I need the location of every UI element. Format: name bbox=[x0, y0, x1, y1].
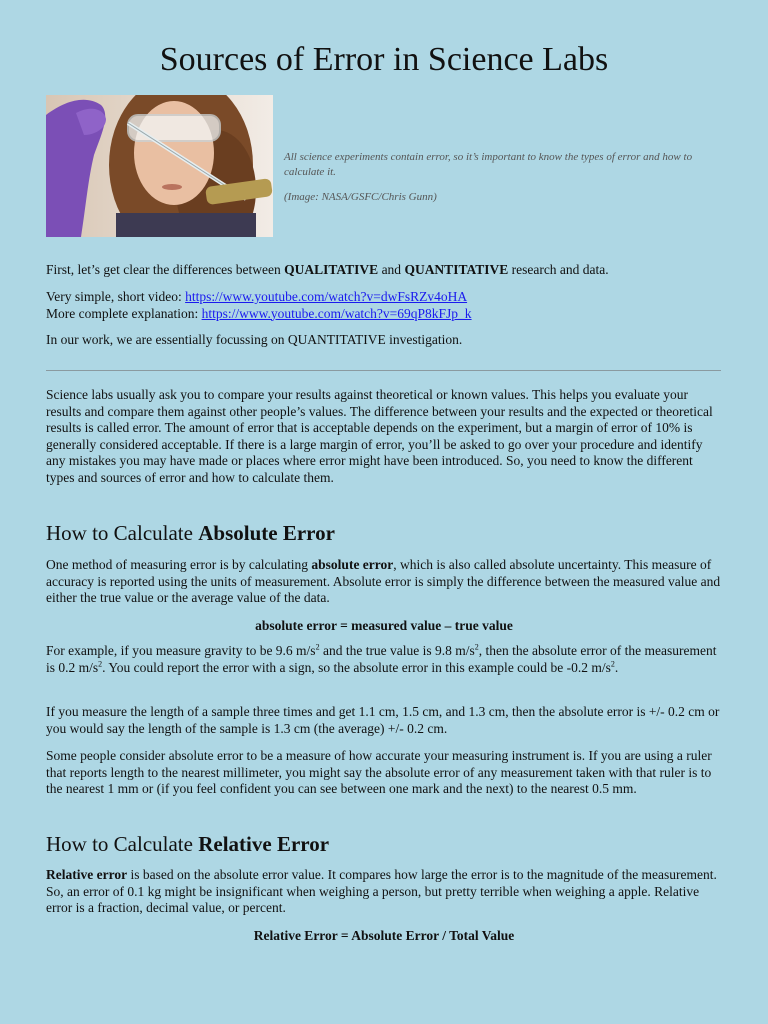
video-simple-line: Very simple, short video: https://www.youtube.com/watch?v=dwFsRZv4oHA bbox=[46, 289, 468, 304]
absolute-error-definition: One method of measuring error is by calculating absolute error, which is also called absolute uncertainty. This measure of accuracy is reported using the units of measurement. Absolute error is simply the difference between the measured value and either the true value or the average value of the data. bbox=[46, 557, 721, 605]
scientist-photo bbox=[46, 95, 273, 237]
video-simple-link[interactable]: https://www.youtube.com/watch?v=dwFsRZv4oHA bbox=[185, 289, 468, 304]
scientist-photo-image bbox=[46, 95, 273, 237]
focus-statement: In our work, we are essentially focussing on QUANTITATIVE investigation. bbox=[46, 332, 463, 347]
video-complete-link[interactable]: https://www.youtube.com/watch?v=69qP8kFJp_k bbox=[201, 305, 472, 321]
relative-error-definition: Relative error is based on the absolute error value. It compares how large the error is to the magnitude of the measurement. So, an error of 0.1 kg might be insignificant when weighing a person, but pretty terrible when weighing a apple. Relative error is a fraction, decimal value, or percent. bbox=[46, 867, 717, 915]
absolute-error-heading: How to Calculate Absolute Error bbox=[46, 521, 335, 545]
intro-section bbox=[46, 262, 722, 279]
science-labs-paragraph: Science labs usually ask you to compare your results against theoretical or known values. This helps you evaluate your results and compare them against other people’s values. The difference between your results and the expected or theoretical results is called error. The amount of error that is acceptable depends on the experiment, but a margin of error of 10% is generally considered acceptable. If there is a large margin of error, you’ll be asked to go over your procedure and identify any mistakes you may have made or places where error might have been introduced. So, you need to know the different types and sources of error and how to calculate them. bbox=[46, 387, 713, 485]
video-links bbox=[46, 289, 722, 322]
absolute-error-length-example: If you measure the length of a sample three times and get 1.1 cm, 1.5 cm, and 1.3 cm, then the absolute error is +/- 0.2 cm or you would say the length of the sample is 1.3 cm (the average) +/- 0.2 cm. bbox=[46, 704, 720, 736]
absolute-error-formula: absolute error = measured value – true value bbox=[255, 618, 513, 633]
absolute-error-instrument-note: Some people consider absolute error to be a measure of how accurate your measuring instrument is. If you are using a ruler that reports length to the nearest millimeter, you might say the absolute error of any measurement taken with that ruler is to the nearest 1 mm or (if you feel confident you can see between one mark and the next) to the nearest 0.5 mm. bbox=[46, 748, 712, 796]
caption-text: All science experiments contain error, so it’s important to know the types of error and how to calculate it. bbox=[284, 151, 693, 178]
relative-error-formula: Relative Error = Absolute Error / Total Value bbox=[253, 928, 515, 943]
section-divider bbox=[46, 370, 721, 371]
video-complete-line: More complete explanation: https://www.youtube.com/watch?v=69qP8kFJp_k bbox=[46, 305, 472, 321]
absolute-error-example: For example, if you measure gravity to be 9.6 $m/s^2$ and the true value is 9.8 $m/s^2$, then the absolute error of the measurement is 0.2 $m/s^2$. You could report the error with a sign, so the absolute error in this example could be -0.2 $m/s^2$. bbox=[46, 642, 717, 675]
page-title: Sources of Error in Science Labs bbox=[159, 41, 609, 78]
image-caption bbox=[284, 150, 724, 215]
caption-credit: (Image: NASA/GSFC/Chris Gunn) bbox=[284, 191, 437, 203]
relative-error-heading: How to Calculate Relative Error bbox=[46, 832, 330, 856]
intro-paragraph: First, let’s get clear the differences between QUALITATIVE and QUANTITATIVE research and data. bbox=[46, 262, 609, 277]
